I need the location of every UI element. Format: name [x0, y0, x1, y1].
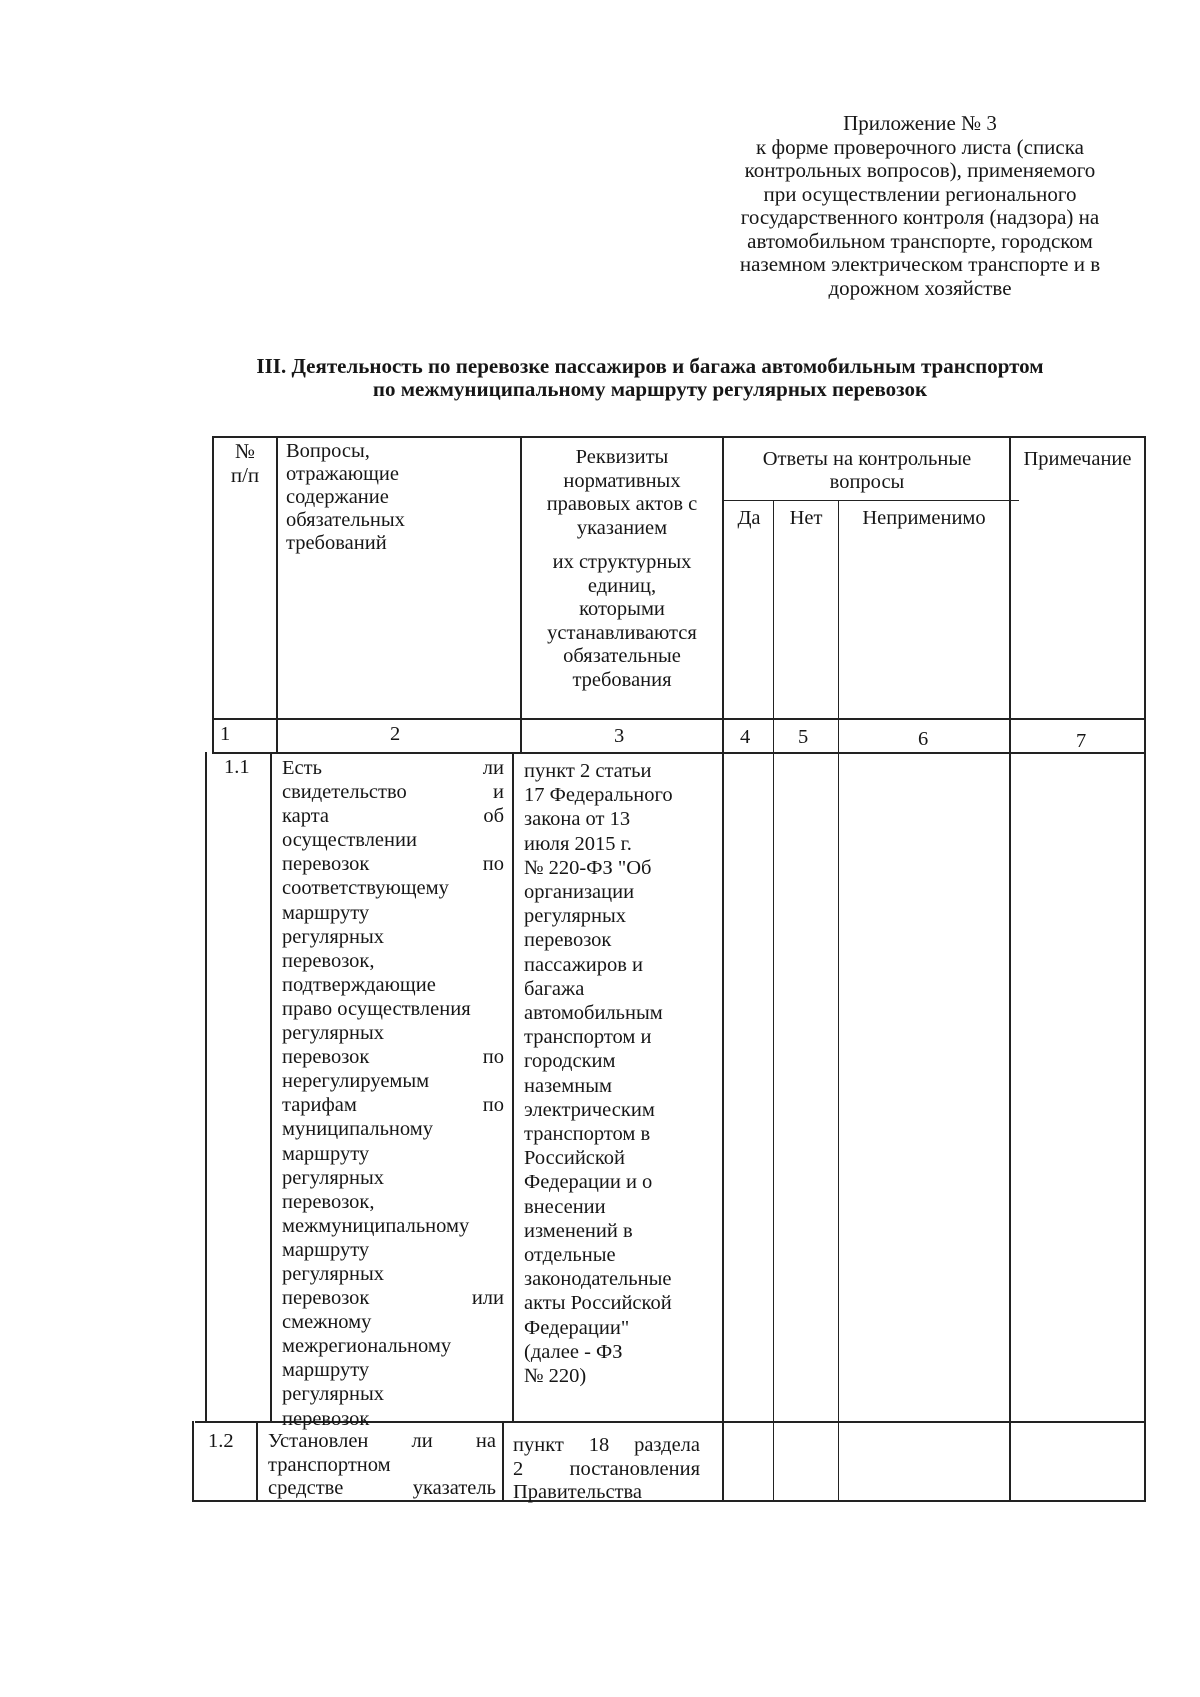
- answers-divider: [724, 500, 1019, 501]
- row-1-1-requisite-line: транспортом в: [524, 1123, 651, 1146]
- row-1-1-question-word: перевозок: [282, 1046, 370, 1069]
- row-1-1-question-word: тарифам: [282, 1094, 357, 1117]
- row-1-1-question-line: [282, 852, 504, 876]
- col-number-3: 3: [614, 725, 625, 747]
- row-1-1-question-line: [282, 925, 504, 949]
- header-questions-line: требований: [286, 532, 387, 554]
- row-1-1-requisite-line: акты Российской: [524, 1292, 672, 1315]
- row-1-1-question-word: регулярных: [282, 925, 385, 948]
- row-1-1-requisite-line: закона от 13: [524, 808, 631, 831]
- row-1-1-question-line: [282, 756, 504, 780]
- appendix-line: Приложение № 3: [843, 111, 997, 135]
- row-1-1-question-line: [282, 1286, 504, 1310]
- row-1-2-question-line: [268, 1477, 496, 1501]
- row-1-2-requisite-word: постановления: [569, 1457, 700, 1480]
- header-questions: [286, 440, 516, 555]
- col-number-6: 6: [918, 728, 929, 750]
- row-1-1-question-line: [282, 1262, 504, 1286]
- appendix-line: государственного контроля (надзора) на: [740, 205, 1100, 229]
- row-1-1-question-word: право осуществления: [282, 997, 471, 1020]
- row-1-1-question-word: регулярных: [282, 1022, 385, 1045]
- row-1-1-question-line: [282, 1238, 504, 1262]
- row-1-2-requisite-word: 18: [588, 1434, 610, 1456]
- header-requisites-line: единиц,: [587, 574, 657, 597]
- row-1-1-question-line: [282, 1142, 504, 1166]
- row-1-1-question-word: перевозок: [282, 853, 370, 876]
- header-not-applicable: Неприменимо: [862, 507, 986, 529]
- table-border-top: [212, 436, 1146, 438]
- header-num-line: №: [234, 439, 256, 463]
- row-1-1-question-line: [282, 973, 504, 997]
- row-1-1-requisite-line: автомобильным: [524, 1002, 663, 1025]
- row-1-1-question-line: [282, 876, 504, 900]
- header-requisites: [522, 446, 722, 540]
- header-num-line: п/п: [230, 462, 260, 487]
- header-bottom-line: [212, 718, 1146, 720]
- col-line-5: [838, 500, 839, 1502]
- row-1-1-requisite-line: багажа: [524, 977, 585, 1000]
- row-1-1-requisite-line: июля 2015 г.: [524, 832, 632, 855]
- row-1-1-requisite-line: регулярных: [524, 905, 627, 928]
- row-1-1-question-word: регулярных: [282, 1262, 385, 1285]
- header-questions-line: содержание: [286, 486, 389, 508]
- row-1-1-question-word: маршруту: [282, 1238, 370, 1261]
- section-title-line: III. Деятельность по перевозке пассажиров и багажа автомобильным транспортом: [256, 354, 1044, 378]
- row-1-1-question-word: ли: [482, 757, 504, 779]
- row-1-1-question-line: [282, 1021, 504, 1045]
- row-1-1-requisite-line: перевозок: [524, 929, 612, 952]
- row-1-1-question-word: соответствующему: [282, 877, 449, 900]
- row-1-1-question-line: [282, 1407, 504, 1431]
- row-1-1-question-word: перевозок,: [282, 1190, 375, 1213]
- row-1-1-question-line: [282, 901, 504, 925]
- row-1-1-num: 1.1: [224, 756, 250, 778]
- body-line-2b: [502, 1421, 504, 1502]
- row-1-2-requisite-word: пункт: [513, 1434, 564, 1456]
- row-1-1-question-word: муниципальному: [282, 1118, 433, 1141]
- row-1-1-requisite-line: законодательные: [524, 1268, 672, 1291]
- col-number-7: 7: [1076, 730, 1087, 752]
- row-1-1-question-word: Есть: [282, 757, 322, 779]
- row-1-1-question-word: свидетельство: [282, 781, 407, 804]
- col-line-1: [276, 436, 278, 754]
- appendix-line: контрольных вопросов), применяемого: [744, 158, 1096, 182]
- row-1-2-question-word: ли: [411, 1430, 433, 1452]
- row-1-2-question: [268, 1430, 496, 1501]
- row-1-2-requisite-word: 2: [513, 1457, 524, 1480]
- row-1-1-requisite-line: пассажиров и: [524, 953, 644, 976]
- row-1-1-requisite-line: изменений в: [524, 1219, 633, 1242]
- row-1-1-requisite-line: пункт 2 статьи: [524, 760, 652, 782]
- row-1-1-question-word: подтверждающие: [282, 973, 436, 996]
- row-1-1-question-line: [282, 1334, 504, 1358]
- header-requisites-line: Реквизиты: [575, 446, 669, 468]
- row-1-1-question-word: нерегулируемым: [282, 1070, 430, 1093]
- row-1-2-question-word: на: [475, 1430, 496, 1452]
- col-number-1: 1: [220, 723, 231, 745]
- header-questions-line: отражающие: [286, 463, 399, 485]
- body-line-0: [205, 752, 207, 1422]
- body-line-0b: [192, 1421, 194, 1502]
- row-1-1-requisite-line: электрическим: [524, 1098, 655, 1121]
- row-1-1-question: [282, 756, 504, 1431]
- row-1-2-num: 1.2: [208, 1430, 234, 1452]
- row-1-1-question-word: межрегиональному: [282, 1335, 452, 1358]
- row-1-1-requisite-line: наземным: [524, 1074, 612, 1097]
- row-1-1-requisite-line: № 220): [524, 1365, 587, 1388]
- header-requisites-line: которыми: [579, 598, 665, 620]
- header-questions-line: Вопросы,: [286, 440, 370, 462]
- header-requisites-line: их структурных: [552, 551, 692, 573]
- row-1-1-question-line: [282, 1166, 504, 1190]
- header-requisites-line: указанием: [576, 516, 668, 539]
- header-requisites-line: правовых актов с: [546, 493, 698, 515]
- row-1-1-question-word: маршруту: [282, 1142, 370, 1165]
- row-1-1-question-word: и: [493, 781, 504, 804]
- header-questions-line: обязательных: [286, 509, 405, 531]
- row-1-1-question-word: смежному: [282, 1311, 372, 1334]
- row-1-2-question-word: Установлен: [268, 1430, 369, 1452]
- row-1-1-question-line: [282, 1214, 504, 1238]
- row-1-1-question-line: [282, 1069, 504, 1093]
- row-1-1-question-word: осуществлении: [282, 829, 417, 852]
- row-1-1-requisite-line: внесении: [524, 1195, 606, 1218]
- row-1-1-requisite-line: Российской: [524, 1147, 626, 1170]
- header-answers-line: вопросы: [829, 471, 905, 493]
- row-1-1-question-word: маршруту: [282, 901, 370, 924]
- row-1-1-question-line: [282, 1045, 504, 1069]
- row-1-2-requisite-line: [513, 1458, 700, 1482]
- body-line-1b: [256, 1421, 258, 1502]
- appendix-line: наземном электрическом транспорте и в: [739, 252, 1101, 276]
- row-1-1-question-word: или: [471, 1287, 504, 1310]
- row-1-1-requisite-line: транспортом и: [524, 1026, 652, 1049]
- row-1-1-question-word: перевозок: [282, 1287, 370, 1310]
- row-1-1-requisite-line: Федерации и о: [524, 1171, 653, 1194]
- row-1-2-question-word: средстве: [268, 1477, 344, 1499]
- row-1-1-question-word: об: [483, 805, 504, 828]
- row-1-1-question-line: [282, 804, 504, 828]
- section-title-line: по межмуниципальному маршруту регулярных перевозок: [372, 377, 928, 401]
- row-1-1-question-word: карта: [282, 805, 330, 828]
- row-1-2-question-word: транспортном: [268, 1453, 391, 1476]
- row-1-1-requisite-line: № 220-ФЗ "Об: [524, 856, 652, 879]
- appendix-header: [700, 112, 1140, 300]
- row-1-1-question-line: [282, 1190, 504, 1214]
- row-1-2-requisites: [513, 1434, 700, 1505]
- body-line-1: [270, 752, 272, 1422]
- row-1-1-requisite-line: организации: [524, 881, 635, 904]
- header-num: [214, 440, 276, 488]
- header-yes: Да: [737, 507, 761, 529]
- row-1-2-requisite-word: раздела: [634, 1434, 700, 1456]
- row-1-1-question-line: [282, 1093, 504, 1117]
- row-1-1-requisite-line: 17 Федерального: [524, 784, 673, 807]
- row-1-1-question-line: [282, 1382, 504, 1406]
- row-1-1-question-word: межмуниципальному: [282, 1214, 470, 1237]
- row-1-2-requisite-line: [513, 1481, 700, 1505]
- row-1-2-requisite-word: Правительства: [513, 1481, 643, 1503]
- col-line-6: [1009, 436, 1011, 1502]
- header-note: Примечание: [1023, 448, 1132, 470]
- row-1-1-question-word: маршруту: [282, 1359, 370, 1382]
- row-1-1-requisites: [524, 759, 714, 1388]
- header-requisites-line: обязательные: [563, 645, 681, 667]
- row-1-1-question-line: [282, 997, 504, 1021]
- col-number-4: 4: [740, 726, 751, 748]
- row-1-2-requisite-line: [513, 1434, 700, 1458]
- col-line-7: [1144, 436, 1146, 1502]
- row-1-2-question-line: [268, 1454, 496, 1478]
- row-1-1-requisite-line: Федерации": [524, 1316, 630, 1339]
- appendix-line: при осуществлении регионального: [763, 181, 1077, 206]
- row-1-1-question-line: [282, 828, 504, 852]
- header-requisites-line: устанавливаются: [547, 621, 697, 644]
- row-1-1-question-line: [282, 1310, 504, 1334]
- row-1-1-question-line: [282, 949, 504, 973]
- appendix-line: дорожном хозяйстве: [828, 275, 1012, 300]
- appendix-line: автомобильном транспорте, городском: [747, 228, 1093, 253]
- header-no: Нет: [789, 507, 823, 529]
- row-1-1-question-word: регулярных: [282, 1383, 385, 1406]
- col-line-4: [773, 500, 774, 1502]
- row-1-1-question-line: [282, 1117, 504, 1141]
- col-number-2: 2: [390, 723, 401, 745]
- row-1-1-question-word: перевозок,: [282, 949, 375, 972]
- body-line-2: [512, 752, 514, 1422]
- header-requisites-line: требования: [572, 668, 672, 691]
- col-line-3: [722, 436, 724, 1502]
- header-answers-line: Ответы на контрольные: [762, 448, 972, 470]
- row-1-1-question-word: по: [482, 1046, 504, 1069]
- section-title: [150, 355, 1150, 401]
- row-1-1-question-line: [282, 1358, 504, 1382]
- row-1-1-question-word: по: [482, 1094, 504, 1117]
- colnum-bottom-line: [212, 752, 1146, 754]
- col-number-5: 5: [798, 726, 809, 748]
- header-requisites-line: нормативных: [563, 469, 681, 492]
- header-requisites-units: [522, 551, 722, 692]
- row-1-1-question-word: перевозок: [282, 1407, 370, 1430]
- row-1-2-question-line: [268, 1430, 496, 1454]
- appendix-line: к форме проверочного листа (списка: [756, 134, 1084, 159]
- row-1-1-question-word: регулярных: [282, 1166, 385, 1189]
- row-1-1-requisite-line: отдельные: [524, 1244, 616, 1267]
- row-1-1-requisite-line: (далее - ФЗ: [524, 1340, 623, 1363]
- row-1-1-question-word: по: [482, 853, 504, 876]
- row-1-1-requisite-line: городским: [524, 1050, 616, 1073]
- row-1-1-question-line: [282, 780, 504, 804]
- row-1-2-question-word: указатель: [412, 1477, 496, 1499]
- header-answers: [724, 448, 1010, 494]
